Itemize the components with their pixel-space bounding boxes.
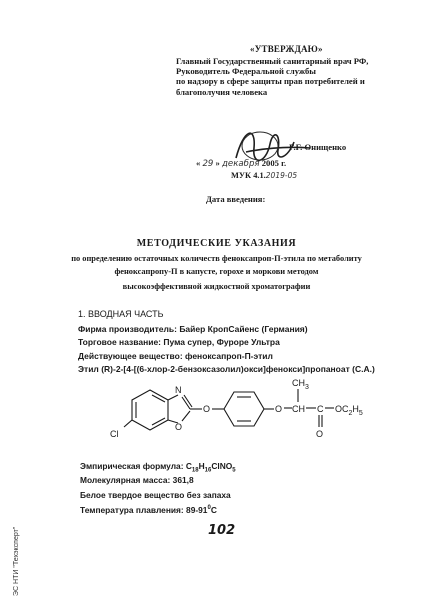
date-year: 2005 г.: [259, 158, 287, 168]
chemical-name-row: Этил (R)-2-[4-[(6-хлор-2-бензоксазолил)окси]фенокси]пропаноат (С.А.): [78, 364, 375, 374]
molecular-mass-row: Молекулярная масса: 361,8: [80, 475, 194, 485]
structural-formula: [110, 375, 420, 450]
carbonyl-c-label: C: [317, 404, 324, 414]
carbonyl-o-label: O: [316, 429, 324, 439]
page-number: 102: [208, 523, 236, 538]
formula-row: Эмпирическая формула: $C_{18}H_{16}ClNO_5$: [80, 461, 236, 474]
active-substance-row: Действующее вещество: феноксапроп-П-этил: [78, 351, 273, 361]
chlorine-label: Cl: [110, 429, 119, 439]
formula-label: Эмпирическая формула:: [80, 461, 186, 471]
date-month: декабря: [221, 159, 260, 169]
oxygen-link-label: O: [203, 404, 211, 414]
side-watermark: ЭС НТИ "Техэксперт": [13, 526, 20, 596]
manufacturer-row: Фирма производитель: Байер КропСайенс (Германия): [78, 324, 308, 334]
appearance-row: Белое твердое вещество без запаха: [80, 490, 231, 500]
date-mid: »: [213, 158, 222, 168]
title-line-1: по определению остаточных количеств феноксапроп-П-этила по метаболиту: [71, 254, 362, 263]
intro-date-label: Дата введения:: [206, 194, 266, 204]
ester-label: $OC_2H_5$: [335, 404, 363, 417]
document-title: МЕТОДИЧЕСКИЕ УКАЗАНИЯ: [136, 238, 297, 249]
benzene-ring-1: [132, 390, 168, 430]
date-day: 29: [202, 159, 214, 169]
muk-number: [231, 172, 297, 180]
approval-line-1: Главный Государственный санитарный врач РФ,: [176, 56, 369, 66]
nitrogen-label: N: [175, 385, 182, 395]
approval-date: [196, 159, 286, 169]
muk-handwritten: 2019-05: [265, 171, 298, 180]
trade-name-row: Торговое название: Пума супер, Фуроре Ультра: [78, 337, 280, 347]
melting-point-row: Температура плавления: $89-91^0С$: [80, 504, 217, 515]
date-prefix: «: [196, 158, 203, 168]
section-heading: 1. ВВОДНАЯ ЧАСТЬ: [78, 309, 164, 319]
approval-heading: «УТВЕРЖДАЮ»: [250, 44, 323, 54]
oxygen-ether-label: O: [275, 404, 283, 414]
approval-line-4: благополучия человека: [176, 87, 268, 97]
title-line-3: высокоэффективной жидкостной хроматографии: [122, 282, 311, 291]
title-line-2: феноксапропу-П в капусте, горохе и моркови методом: [114, 267, 319, 276]
ch-label: CH: [292, 404, 305, 414]
signer-name: Г.Г. Онищенко: [289, 142, 347, 152]
ch3-label: $CH_3$: [292, 378, 309, 391]
oxygen-ring-label: O: [175, 422, 183, 432]
approval-line-2: Руководитель Федеральной службы: [176, 66, 317, 76]
muk-label: МУК 4.1.: [231, 171, 266, 180]
approval-line-3: по надзору в сфере защиты прав потребителей и: [176, 76, 365, 86]
